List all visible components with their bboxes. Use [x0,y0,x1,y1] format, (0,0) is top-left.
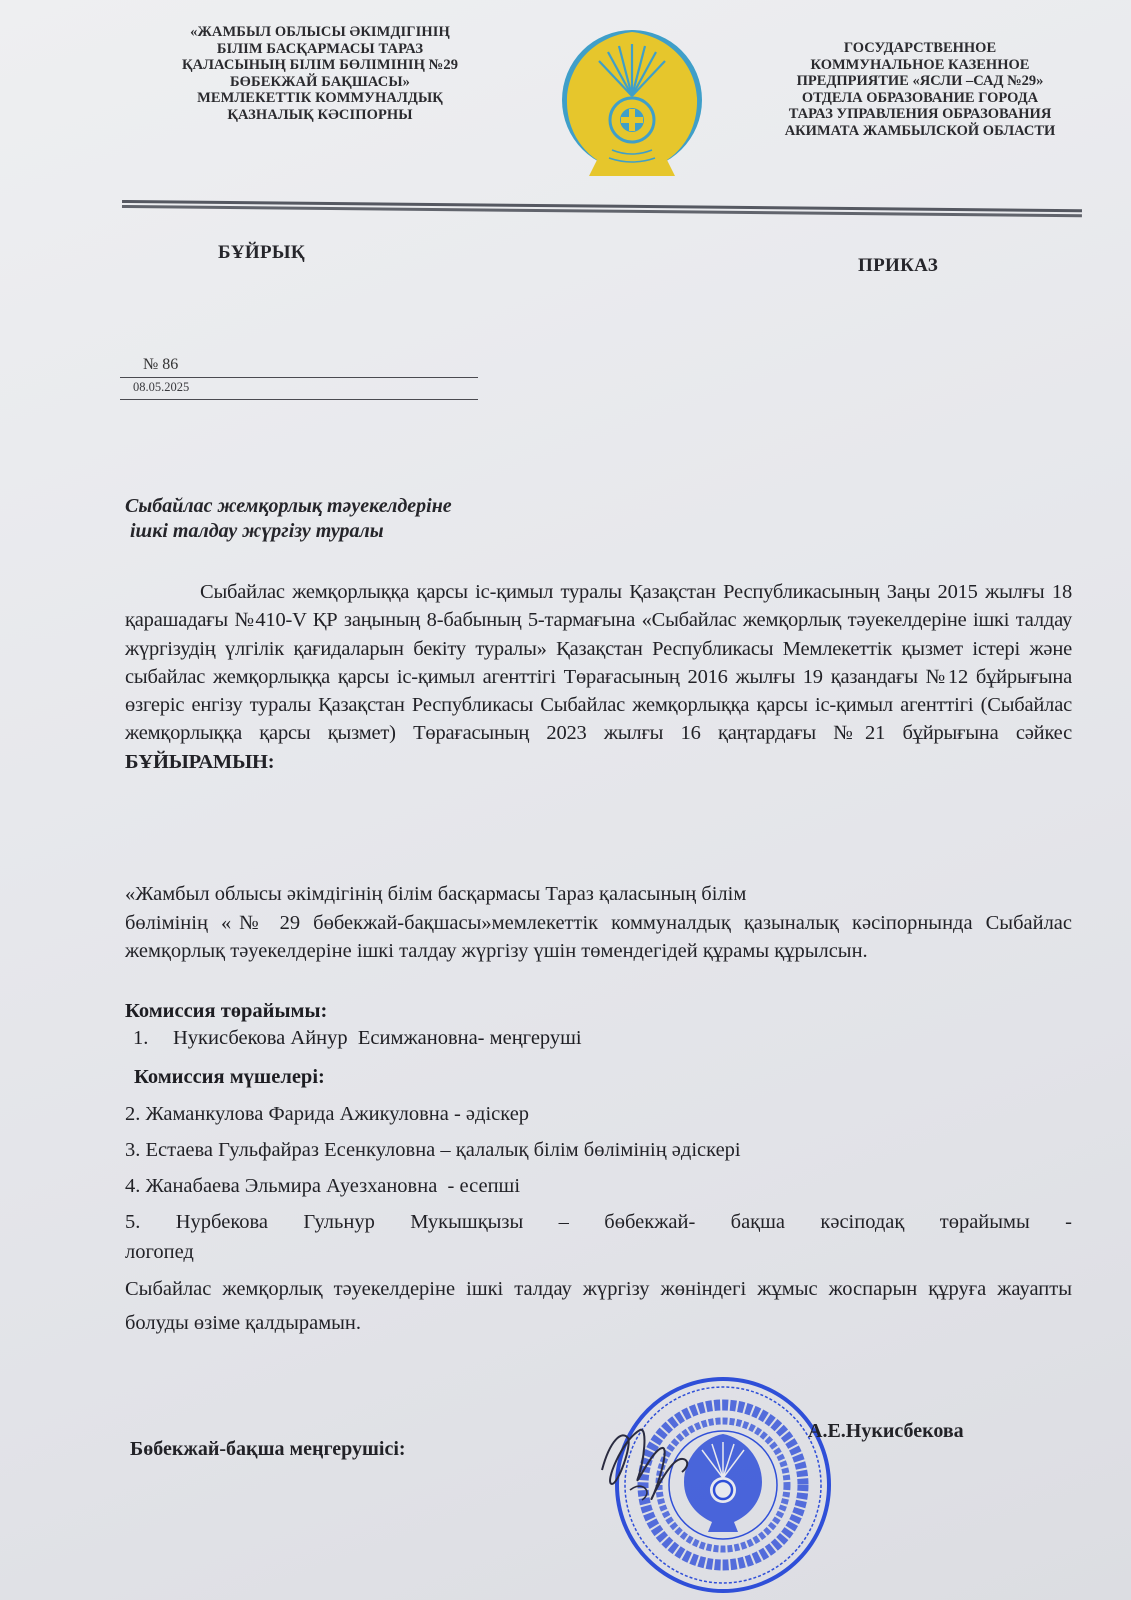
order-date: 08.05.2025 [133,380,190,394]
order-number: № 86 [143,356,179,373]
header-left-line: БІЛІМ БАСҚАРМАСЫ ТАРАЗ [216,40,424,57]
preamble-emphasis: БҰЙЫРАМЫН: [125,750,275,773]
decree-line: «Жамбыл облысы әкімдігінің білім басқармасы Тараз қаласының білім [125,883,747,905]
header-right-line: ГОСУДАРСТВЕННОЕ [843,40,997,56]
header-left-line: БӨБЕКЖАЙ БАҚШАСЫ» [229,73,411,90]
members-heading: Комиссия мүшелері: [134,1066,325,1088]
preamble-paragraph [125,578,1072,776]
header-kazakh-org [130,24,510,123]
header-russian-org [755,40,1085,139]
decree-text: бөлімінің «№ 29 бөбекжай-бақшасы»мемлекеттік коммуналдық қазыналық кәсіпорнында Сыбайлас жемқорлық тәуекелдеріне ішкі талдау жүргізу үшін төмендегідей құрамы құрылсын. [125,911,1072,962]
header-right-line: ПРЕДПРИЯТИЕ «ЯСЛИ –САД №29» [796,73,1044,89]
chair-heading: Комиссия төрайымы: [125,1000,328,1022]
header-left-line: МЕМЛЕКЕТТІК КОММУНАЛДЫҚ [197,90,443,106]
members-list [125,1100,1072,1270]
member-item: 5. Нурбекова Гульнур Мукышқызы – бөбекжай- бақша кәсіподақ төрайымы - [125,1211,1072,1233]
order-subject [125,494,452,544]
header-right-line: ОТДЕЛА ОБРАЗОВАНИЕ ГОРОДА [801,89,1039,106]
handwritten-signature-icon [582,1400,712,1510]
decree-paragraph [125,880,1072,966]
closing-paragraph: Сыбайлас жемқорлық тәуекелдеріне ішкі талдау жүргізу жөніндегі жұмыс жоспарын құруға жауапты болуды өзіме қалдырамын. [125,1278,1072,1334]
header-right-line: АКИМАТА ЖАМБЫЛСКОЙ ОБЛАСТИ [784,122,1056,139]
order-date-underline [120,399,478,400]
member-item-continuation: логопед [125,1241,194,1263]
member-item: 4. Жанабаева Эльмира Ауезхановна - есепші [125,1175,521,1197]
preamble [125,578,1072,776]
header-left-line: ҚАЛАСЫНЫҢ БІЛІМ БӨЛІМІНІҢ №29 [181,57,459,73]
header-divider [122,200,1082,217]
chair-text: Нукисбекова Айнур Есимжановна- меңгеруші [173,1027,582,1049]
member-item: 3. Естаева Гульфайраз Есенкуловна – қалалық білім бөлімінің әдіскері [125,1139,741,1161]
state-emblem-icon [557,26,707,184]
header-right-line: ТАРАЗ УПРАВЛЕНИЯ ОБРАЗОВАНИЯ [788,106,1052,122]
chair-item [133,1027,582,1050]
subject-line: ішкі талдау жүргізу туралы [125,520,384,542]
header-right-line: КОММУНАЛЬНОЕ КАЗЕННОЕ [810,56,1030,73]
signature-label: Бөбекжай-бақша меңгерушісі: [130,1438,406,1460]
order-number-underline [120,377,478,378]
signatory-name: А.Е.Нукисбекова [808,1420,964,1442]
member-item: 2. Жаманкулова Фарида Ажикуловна - әдіскер [125,1103,530,1125]
header-left-line: ҚАЗНАЛЫҚ КӘСІПОРНЫ [227,106,413,123]
signature-stroke [630,1486,647,1500]
title-kazakh: БҰЙРЫҚ [218,242,305,263]
header-left-line: «ЖАМБЫЛ ОБЛЫСЫ ӘКІМДІГІНІҢ [190,24,450,40]
preamble-text: Сыбайлас жемқорлыққа қарсы іс-қимыл туралы Қазақстан Республикасының Заңы 2015 жылғы 18 қарашадағы №410-V ҚР заңының 8-бабының 5-тармағына «Сыбайлас жемқорлық тәуекелдеріне ішкі талдау жүргізудің үлгілік қағидаларын бекіту туралы» Қазақстан Республикасы Мемлекеттік қызмет істері және сыбайлас жемқорлыққа қарсы іс-қимыл агенттігі Төрағасының 2016 жылғы 19 қазандағы №12 бұйрығына өзгеріс енгізу туралы Қазақстан Республикасы Сыбайлас жемқорлыққа қарсы іс-қимыл агенттігі (Сыбайлас жемқорлыққа қарсы қызмет) Төрағасының 2023 жылғы 16 қаңтардағы №21 бұйрығына сәйкес [125,581,1072,745]
title-russian: ПРИКАЗ [858,255,939,276]
subject-line: Сыбайлас жемқорлық тәуекелдеріне [125,495,452,517]
chair-number: 1. [133,1027,149,1049]
